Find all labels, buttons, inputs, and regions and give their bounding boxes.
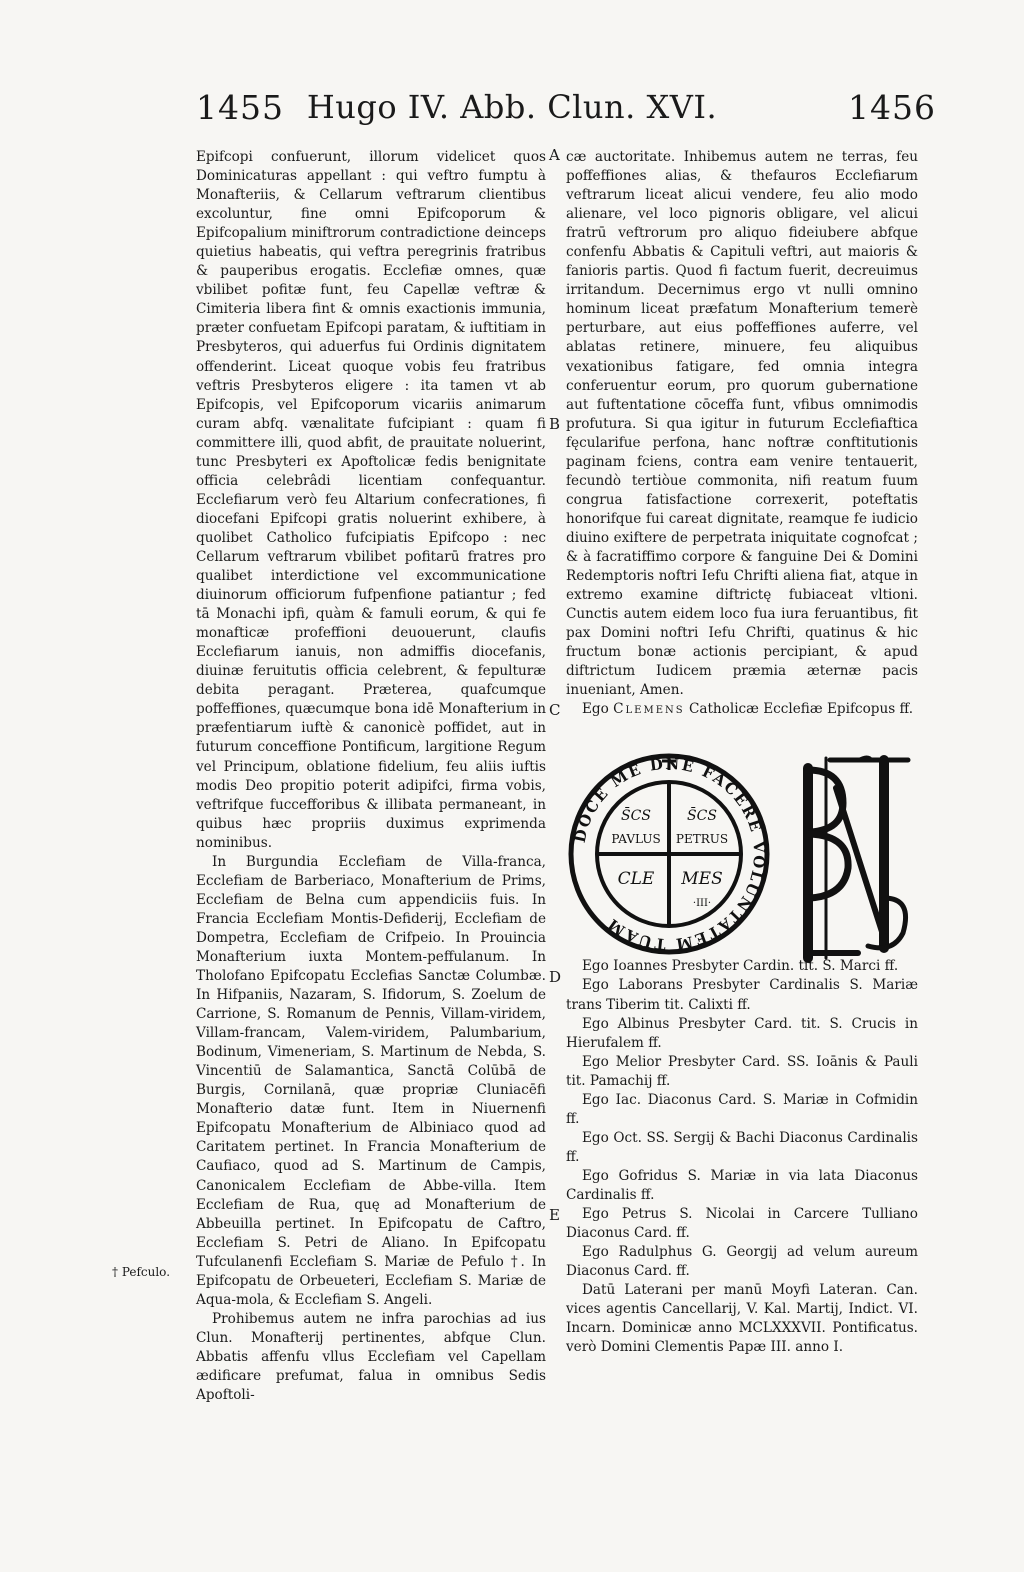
seal-quadrant-mid-right: PETRUS [675,832,729,846]
signature-line: Ego Laborans Presbyter Cardinalis S. Mariæ trans Tiberim tit. Calixti ff. [566,977,918,1013]
margin-letter-a: A [549,146,560,164]
signature-line: Ego Albinus Presbyter Card. tit. S. Crucis in Hierufalem ff. [566,1015,918,1051]
left-paragraph-3: Prohibemus autem ne infra parochias ad ius Clun. Monafterij pertinentes, abfque Clun. Abbatis affenfu vllus Ecclefiam vel Capellam ædificare prefumat, falua in omnibus Sedis Apoftoli- [196,1310,546,1404]
bene-valete-monogram-icon [808,757,908,958]
signature-line: Ego Iac. Diaconus Card. S. Mariæ in Cofmidin ff. [566,1091,918,1127]
margin-note: † Pefculo. [112,1265,171,1279]
signature-suffix: Catholicæ Ecclefiæ Epifcopus ff. [684,701,914,718]
left-column [196,148,546,1405]
margin-letter-e: E [549,1206,560,1224]
seal-quadrant-mid-left: PAVLUS [611,832,661,846]
signature-line: Ego Gofridus S. Mariæ in via lata Diaconus Cardinalis ff. [566,1167,918,1203]
pope-name: Clemens [613,701,685,718]
seal-quadrant-bottom-right: MES [681,869,723,889]
signature-prefix: Ego [582,701,614,718]
seal-motto: DOCE ME DNE FACERE VOLUNTATEM TUAM [570,754,769,954]
running-title: Hugo IV. Abb. Clun. XVI. [306,88,718,126]
papal-seal-and-monogram [568,748,918,966]
signature-line: Ego Ioannes Presbyter Cardin. tit. S. Marci ff. [582,958,899,975]
seal-quadrant-top-right: S̄CS [687,808,717,824]
margin-letter-c: C [549,701,561,719]
margin-letter-d: D [549,968,562,986]
pope-signature [566,700,918,719]
right-paragraph-1: cæ auctoritate. Inhibemus autem ne terras, feu poffeffiones alias, & thefauros Ecclefiarum veftrarum liceat alicui vendere, feu alio modo alienare, vel loco pignoris obligare, vel alicui fratrū veftrorum pro aliquo fideiubere abfque confenfu Abbatis & Capituli veftri, aut maioris & fanioris partis. Quod fi factum fuerit, decreuimus irritandum. Decernimus ergo vt nulli omnino hominum liceat præfatum Monafterium temerè perturbare, aut eius poffeffiones auferre, vel ablatas retinere, minuere, feu aliquibus vexationibus fatigare, fed omnia integra conferuentur eorum, pro quorum gubernatione aut fuftentatione cōceffa funt, vfibus omnimodis profutura. Si qua igitur in futurum Ecclefiaftica fęcularifue perfona, hanc noftræ conftitutionis paginam fciens, contra eam venire tentauerit, fecundò tertiòue commonita, nifi reatum fuum congrua fatisfactione correxerit, poteftatis honorifque fui careat dignitate, reamque fe iudicio diuino exiftere de perpetrata iniquitate cognofcat ; & à facratiffimo corpore & fanguine Dei & Domini Redemptoris noftri Iefu Chrifti aliena fiat, atque in extremo examine diftrictę fubiaceat vltioni. Cunctis autem eidem loco fua iura feruantibus, fit pax Domini noftri Iefu Chrifti, quatinus & hic fructum bonæ actionis percipiant, & apud diftrictum Iudicem præmia æternæ pacis inueniant, Amen. [566,149,918,699]
signature-line: Ego Melior Presbyter Card. SS. Ioānis & Pauli tit. Pamachij ff. [566,1053,918,1089]
seal-quadrant-top-left: S̄CS [621,808,651,824]
left-paragraph-2: In Burgundia Ecclefiam de Villa-franca, Ecclefiam de Barberiaco, Monafterium de Prims, Ecclefiam de Belna cum appendiciis fuis. In Francia Ecclefiam Montis-Defiderij, Ecclefiam de Dompetra, Ecclefiam de Crifpeio. In Prouincia Monafterium iuxta Montem-peffulanum. In Tholofano Epifcopatu Ecclefias Sanctæ Columbæ. In Hifpaniis, Nazaram, S. Ifidorum, S. Zoelum de Carrione, S. Romanum de Pennis, Villam-viridem, Villam-francam, Valem-viridem, Palumbarium, Bodinum, Vimeneriam, S. Martinum de Nebda, S. Vincentiū de Salamantica, Sanctā Colūbā de Burgis, Cornilanā, quæ propriæ Cluniacēfi Monafterio datæ funt. Item in Niuernenfi Epifcopatu Monafterium de Albiniaco quod ad Caritatem pertinet. In Francia Monafterium de Caufiaco, quod ad S. Martinum de Campis, Canonicalem Ecclefiam de Abbe-villa. Item Ecclefiam de Rua, quę ad Monafterium de Abbeuilla pertinet. In Epifcopatu de Caftro, Ecclefiam S. Petri de Aliano. In Epifcopatu Tufculanenfi Ecclefiam S. Mariæ de Pefulo †. In Epifcopatu de Orbeueteri, Ecclefiam S. Mariæ de Aqua-mola, & Ecclefiam S. Angeli. [196,853,546,1308]
page-number-right: 1456 [848,88,936,127]
margin-letter-b: B [549,415,561,433]
page-header [0,88,1024,138]
seal-number: ·III· [692,898,712,909]
seal-quadrant-bottom-left: CLE [617,869,655,889]
datum-line: Datū Laterani per manū Moyfi Lateran. Can. vices agentis Cancellarij, V. Kal. Martij, Indict. VI. Incarn. Dominicæ anno MCLXXXVII. Pontificatus. verò Domini Clementis Papæ III. anno I. [566,1282,918,1356]
page-number-left: 1455 [196,88,284,127]
signature-line: Ego Petrus S. Nicolai in Carcere Tulliano Diaconus Card. ff. [566,1206,918,1242]
rota-seal-icon [568,748,918,966]
signature-line: Ego Oct. SS. Sergij & Bachi Diaconus Cardinalis ff. [566,1129,918,1165]
left-paragraph-1: Epifcopi confuerunt, illorum videlicet quos Dominicaturas appellant : qui veftro fumptu à Monafteriis, & Cellarum veftrarum clientibus excoluntur, fine omni Epifcoporum & Epifcopalium miniftrorum contradictione deinceps quietius habeatis, qui veftra peregrinis fratribus & pauperibus erogatis. Ecclefiæ omnes, quæ vbilibet pofitæ funt, feu Capellæ veftræ & Cimiteria libera fint & omnis exactionis immunia, præter confuetam Epifcopi paratam, & iuftitiam in Presbyteros, qui aduerfus fui Ordinis dignitatem offenderint. Liceat quoque vobis feu fratribus veftris Presbyteros eligere : ita tamen vt ab Epifcopis, vel Epifcoporum vicariis animarum curam abfq. vænalitate fufcipiant : quam fi committere illi, quod abfit, de prauitate noluerint, tunc Presbyteri ex Apoftolicæ fedis benignitate officia celebrâdi licentiam confequantur. Ecclefiarum verò feu Altarium confecrationes, fi diocefani Epifcopi gratis noluerint exhibere, à quolibet Catholico fufcipiatis Epifcopo : nec Cellarum veftrarum vbilibet pofitarū fratres pro qualibet interdictione vel excommunicatione diuinorum officiorum fufpenfione patiantur ; fed tā Monachi ipfi, quàm & famuli eorum, & qui fe monafticæ profeffioni deuouerunt, claufis Ecclefiarum ianuis, non admiffis diocefanis, diuinæ feruitutis officia celebrent, & fepulturæ debita peragant. Præterea, quafcumque poffeffiones, quæcumque bona idē Monafterium in præfentiarum iuftè & canonicè poffidet, aut in futurum conceffione Pontificum, largitione Regum vel Principum, oblatione fidelium, feu aliis iuftis modis Deo propitio poterit adipifci, firma vobis, veftrifque fuccefforibus & illibata permaneant, in quibus hæc propriis duximus exprimenda nominibus. [196,149,546,851]
signature-line: Ego Radulphus G. Georgij ad velum aureum Diaconus Card. ff. [566,1244,918,1280]
cardinal-signatures [566,957,918,1357]
